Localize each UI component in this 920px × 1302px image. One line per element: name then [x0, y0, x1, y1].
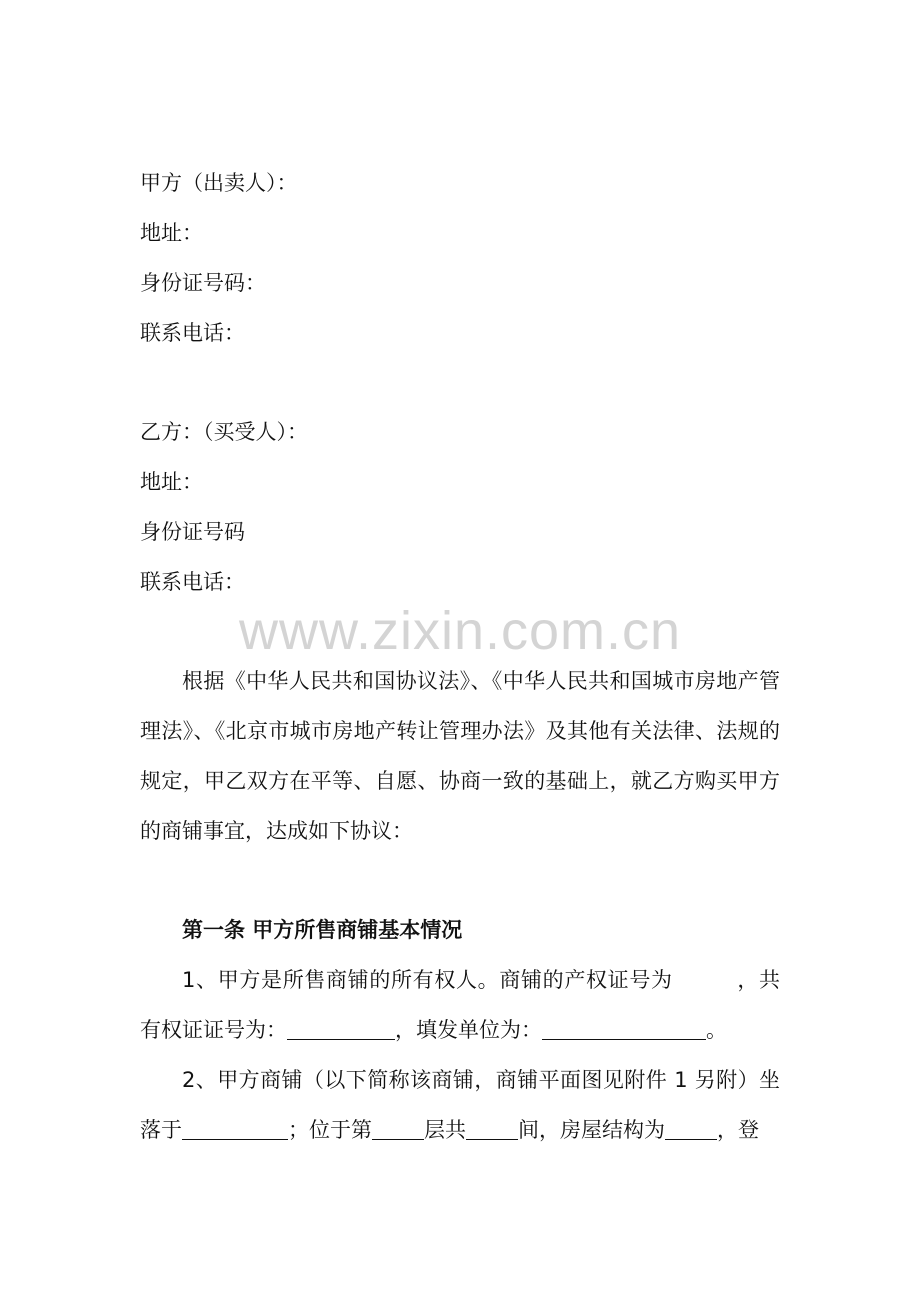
clause-1-text-a: 1、甲方是所售商铺的所有权人。商铺的产权证号为 [182, 968, 673, 992]
floor-blank [372, 1117, 424, 1140]
co-ownership-number-blank [287, 1017, 395, 1040]
clause-1-text-b: ，共有权证证号为： [140, 968, 781, 1042]
article-1-title: 第一条 甲方所售商铺基本情况 [182, 918, 463, 942]
party-a-id-number: 身份证号码： [140, 271, 266, 295]
party-a-label: 甲方（出卖人）： [140, 171, 298, 195]
party-b-phone: 联系电话： [140, 570, 245, 594]
room-count-blank [466, 1117, 518, 1140]
clause-1-text-d: 。 [706, 1018, 727, 1042]
clause-1-text-c: ，填发单位为： [395, 1018, 542, 1042]
location-blank [182, 1117, 288, 1140]
clause-2-text-b: ；位于第 [288, 1118, 372, 1142]
watermark: www.zixin.com.cn [238, 601, 682, 661]
clause-2-text-a: 2、甲方商铺（以下简称该商铺，商铺平面图见附件 1 另附）坐落于 [140, 1068, 780, 1142]
party-a-phone: 联系电话： [140, 321, 245, 345]
party-b-address: 地址： [140, 470, 203, 494]
party-a-address: 地址： [140, 221, 203, 245]
clause-2-text-c: 层共 [424, 1118, 466, 1142]
issuing-unit-blank [542, 1017, 706, 1040]
clause-2-text-d: 间，房屋结构为 [518, 1118, 665, 1142]
intro-paragraph: 根据《中华人民共和国协议法》、《中华人民共和国城市房地产管理法》、《北京市城市房地产转让管理办法》及其他有关法律、法规的规定，甲乙双方在平等、自愿、协商一致的基础上，就乙方购买甲方的商铺事宜，达成如下协议： [140, 669, 780, 843]
party-b-label: 乙方：（买受人）： [140, 420, 308, 444]
clause-2-text-e: ，登 [717, 1118, 759, 1142]
party-b-id-number: 身份证号码 [140, 520, 245, 544]
article-1-clause-1 [140, 955, 780, 1055]
article-1-clause-2 [140, 1055, 780, 1155]
structure-blank [665, 1117, 717, 1140]
